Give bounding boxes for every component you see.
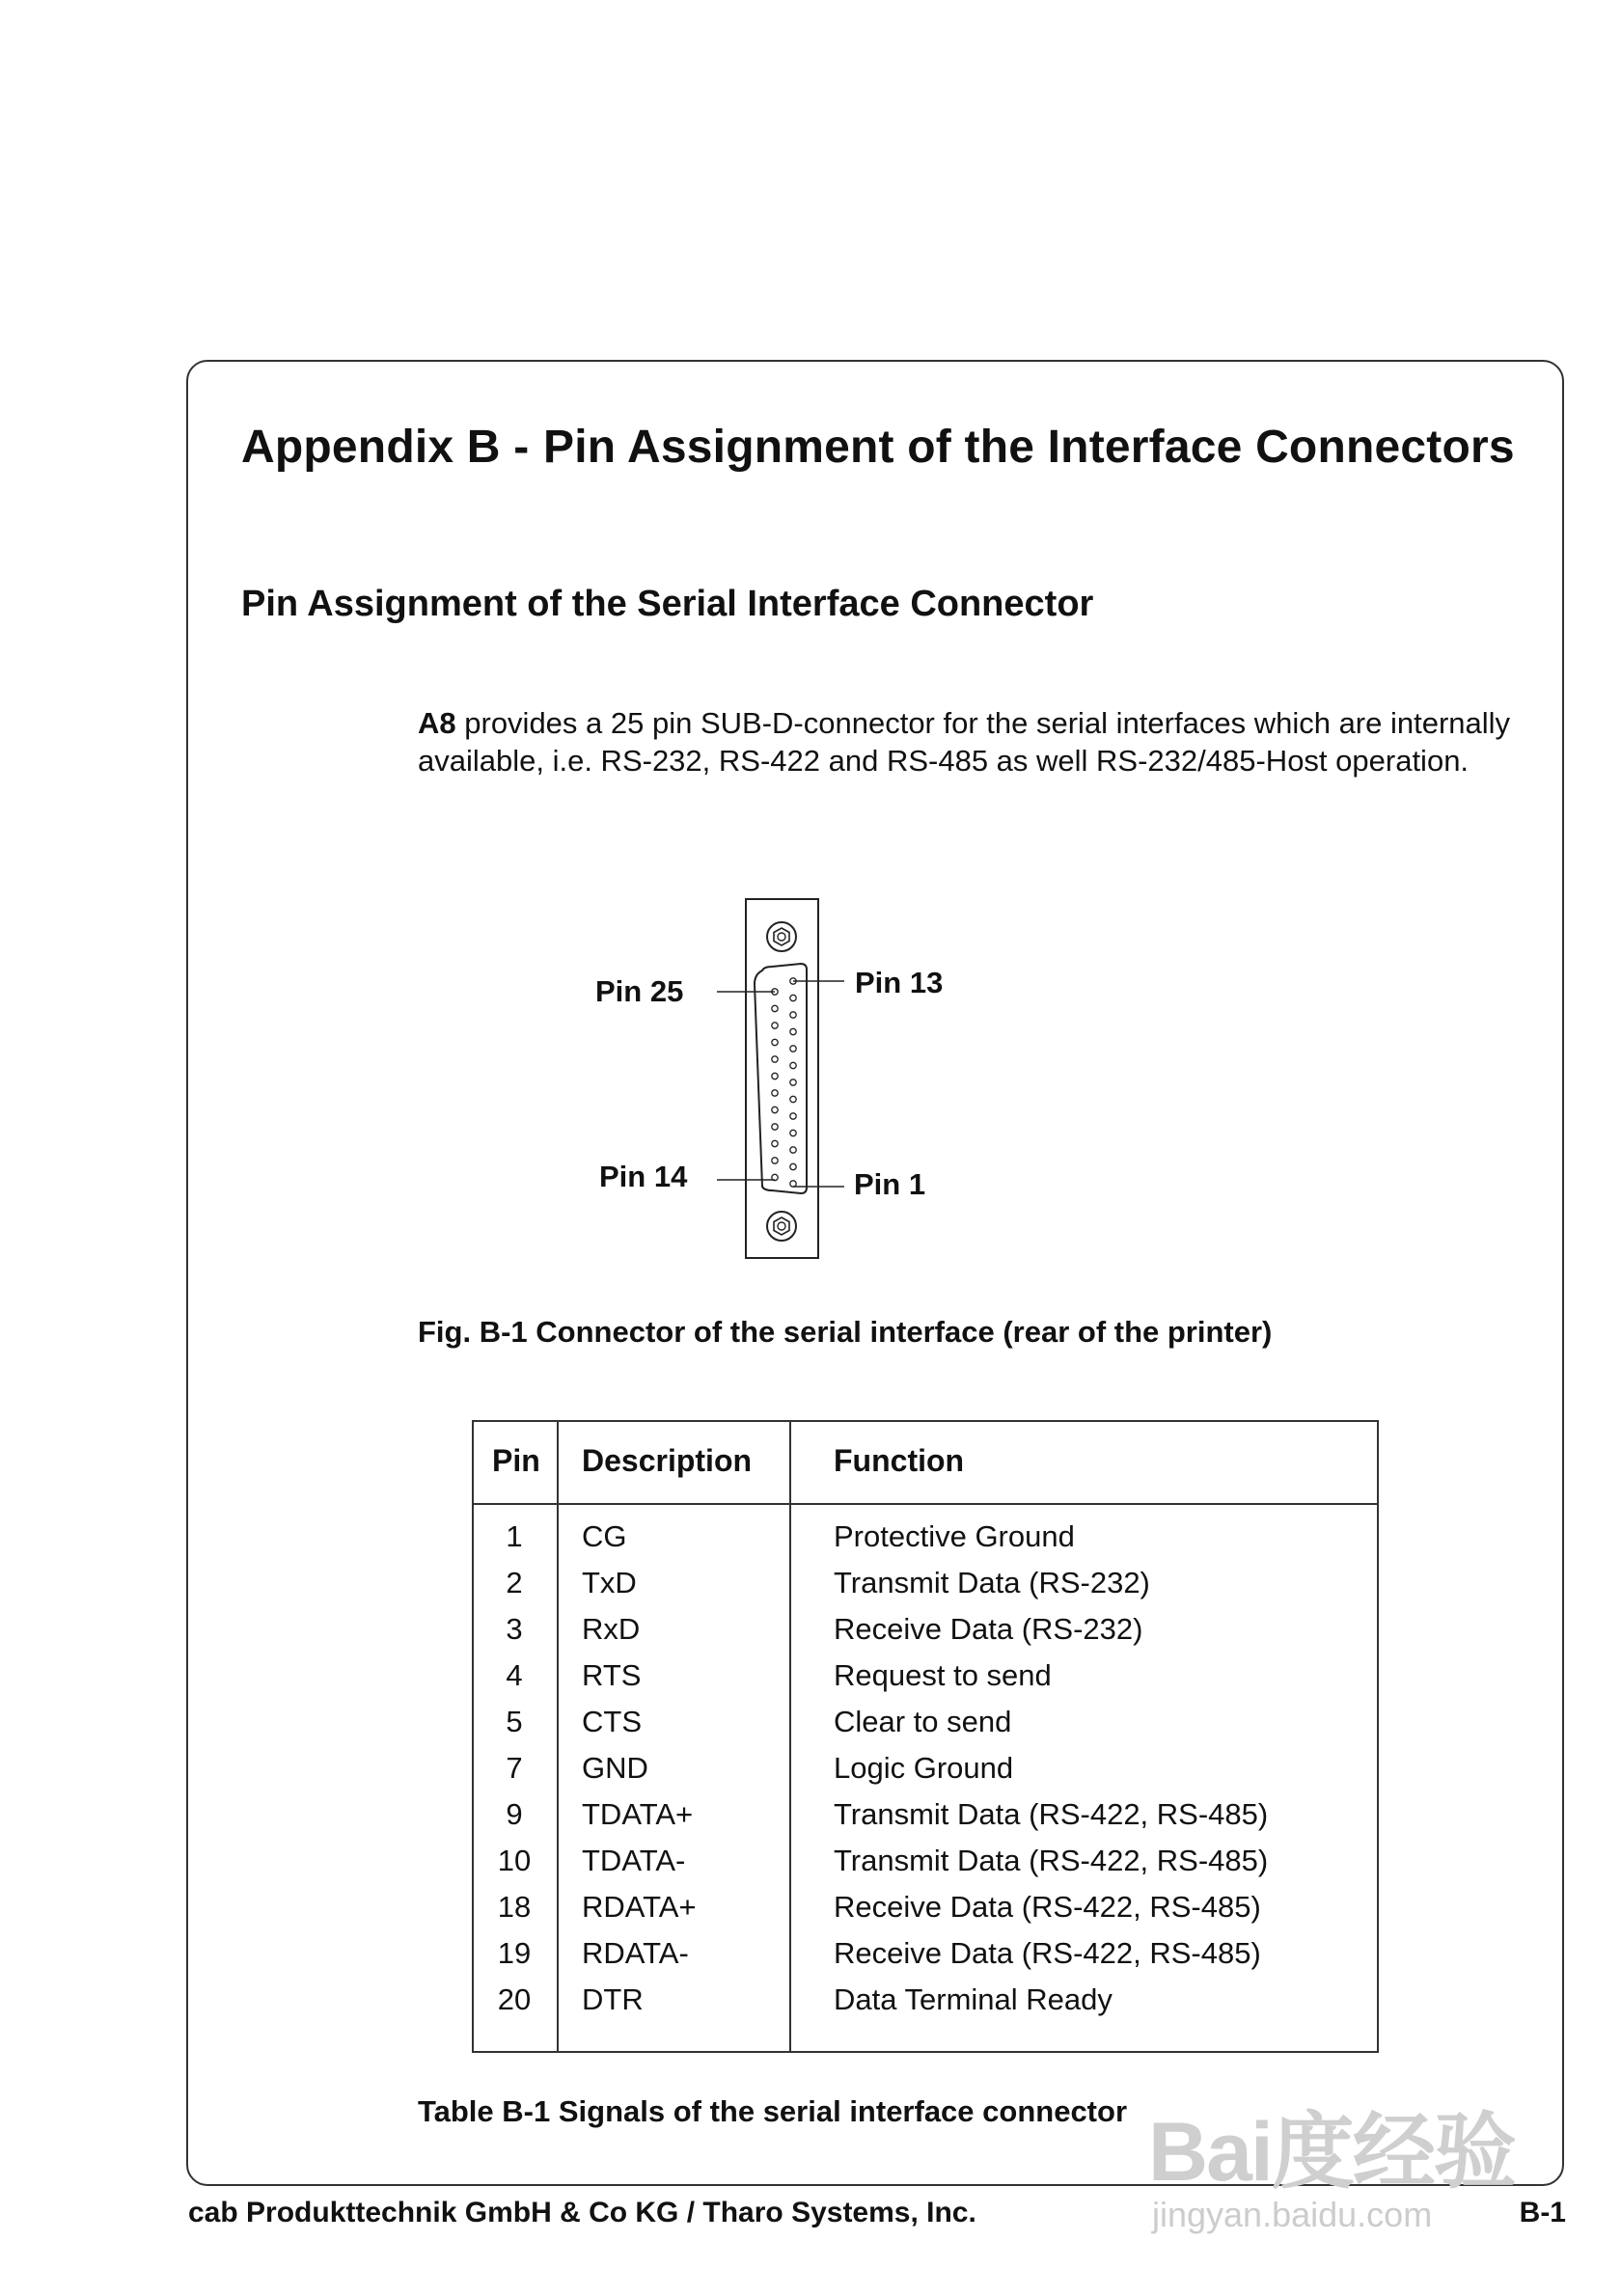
cell-pin: 2 (506, 1566, 523, 1599)
table-row (474, 1658, 1377, 1705)
cell-function: Clear to send (834, 1705, 1012, 1738)
cell-description: TDATA+ (582, 1797, 694, 1831)
cell-pin: 10 (497, 1844, 532, 1877)
cell-function: Receive Data (RS-422, RS-485) (834, 1890, 1261, 1924)
table-row (474, 1936, 1377, 1982)
intro-paragraph (418, 704, 1527, 779)
appendix-prefix: Appendix B - (241, 422, 530, 473)
pin-table (472, 1420, 1379, 2053)
intro-text: provides a 25 pin SUB-D-connector for the serial interfaces which are internally available, i.e. RS-232, RS-422 and RS-485 as well RS-232/485-Host operation. (418, 706, 1511, 778)
cell-description: DTR (582, 1982, 644, 2016)
header-pin: Pin (492, 1443, 540, 1478)
product-name: A8 (418, 706, 456, 740)
cell-pin: 3 (506, 1612, 523, 1646)
cell-description: GND (582, 1751, 648, 1785)
pin14-label: Pin 14 (599, 1160, 688, 1193)
cell-description: RxD (582, 1612, 641, 1646)
table-row (474, 1844, 1377, 1890)
cell-description: TxD (582, 1566, 637, 1599)
table-header-rule (474, 1503, 1377, 1505)
cell-pin: 4 (506, 1658, 523, 1692)
watermark-main: Bai度经验 (1148, 2106, 1515, 2199)
pin1-label: Pin 1 (854, 1167, 926, 1201)
cell-function: Logic Ground (834, 1751, 1014, 1785)
cell-function: Receive Data (RS-422, RS-485) (834, 1936, 1261, 1970)
cell-description: RDATA- (582, 1936, 689, 1970)
cell-function: Request to send (834, 1658, 1052, 1692)
section-title: Pin Assignment of the Serial Interface Connector (241, 584, 1094, 624)
cell-pin: 5 (506, 1705, 523, 1738)
cell-description: CTS (582, 1705, 642, 1738)
appendix-title (241, 421, 1515, 474)
table-row (474, 1890, 1377, 1936)
cell-pin: 9 (506, 1797, 523, 1831)
cell-pin: 7 (506, 1751, 523, 1785)
footer-company: cab Produkttechnik GmbH & Co KG / Tharo Systems, Inc. (188, 2197, 976, 2228)
connector-diagram (579, 888, 1003, 1273)
table-caption: Table B-1 Signals of the serial interface connector (418, 2094, 1128, 2128)
table-row (474, 1519, 1377, 1566)
pin13-label: Pin 13 (855, 966, 944, 999)
appendix-title-text: Pin Assignment of the Interface Connectors (543, 422, 1515, 473)
cell-function: Transmit Data (RS-422, RS-485) (834, 1844, 1269, 1877)
table-row (474, 1982, 1377, 2029)
footer-page-number: B-1 (1519, 2197, 1566, 2228)
cell-function: Protective Ground (834, 1519, 1075, 1553)
cell-function: Receive Data (RS-232) (834, 1612, 1143, 1646)
cell-function: Transmit Data (RS-422, RS-485) (834, 1797, 1269, 1831)
header-function: Function (834, 1443, 965, 1478)
cell-description: CG (582, 1519, 627, 1553)
cell-description: RTS (582, 1658, 642, 1692)
cell-pin: 20 (497, 1982, 532, 2016)
pin25-label: Pin 25 (595, 974, 684, 1008)
table-row (474, 1612, 1377, 1658)
figure-caption: Fig. B-1 Connector of the serial interface (rear of the printer) (418, 1315, 1273, 1349)
cell-function: Data Terminal Ready (834, 1982, 1113, 2016)
cell-pin: 19 (497, 1936, 532, 1970)
header-description: Description (582, 1443, 753, 1478)
dsub-shell (755, 964, 807, 1193)
table-row (474, 1705, 1377, 1751)
cell-description: TDATA- (582, 1844, 686, 1877)
cell-description: RDATA+ (582, 1890, 697, 1924)
cell-pin: 1 (506, 1519, 523, 1553)
table-row (474, 1566, 1377, 1612)
cell-pin: 18 (497, 1890, 532, 1924)
table-body (474, 1519, 1377, 2029)
watermark-url: jingyan.baidu.com (1152, 2195, 1433, 2234)
table-row (474, 1797, 1377, 1844)
table-row (474, 1751, 1377, 1797)
cell-function: Transmit Data (RS-232) (834, 1566, 1150, 1599)
